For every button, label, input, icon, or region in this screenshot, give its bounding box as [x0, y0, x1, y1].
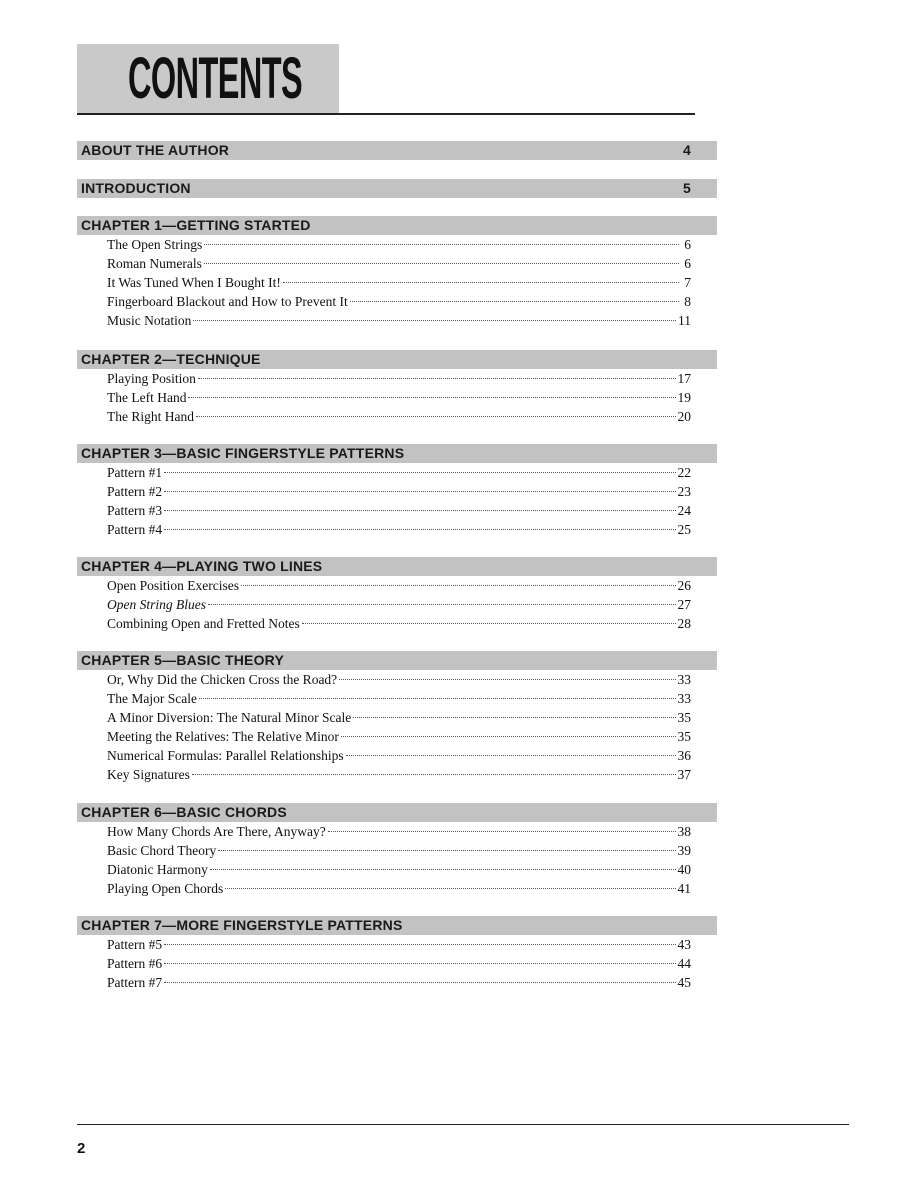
dot-leader [164, 510, 675, 511]
title-divider [77, 113, 695, 115]
entry-title: Playing Position [107, 371, 196, 386]
page-title: CONTENTS [128, 46, 303, 111]
entry-page-number: 17 [677, 371, 691, 386]
toc-entry [107, 879, 691, 898]
entry-page-number: 39 [677, 843, 691, 858]
toc-entry [107, 860, 691, 879]
entry-title: Open String Blues [107, 597, 206, 612]
entry-list [107, 235, 691, 330]
entry-page-number: 35 [677, 710, 691, 725]
dot-leader [196, 416, 676, 417]
section-heading: CHAPTER 4—PLAYING TWO LINES [81, 558, 323, 574]
toc-section [77, 216, 717, 330]
entry-title: Pattern #1 [107, 465, 163, 480]
toc-entry [107, 576, 691, 595]
entry-page-number: 19 [677, 390, 691, 405]
section-heading-bar [77, 216, 717, 235]
toc-entry [107, 501, 691, 520]
entry-title: The Open Strings [107, 237, 203, 252]
entry-title: Pattern #3 [107, 503, 163, 518]
dot-leader [346, 755, 676, 756]
dot-leader [198, 378, 676, 379]
entry-page-number: 28 [677, 616, 691, 631]
toc-entry [107, 670, 691, 689]
entry-list [107, 935, 691, 992]
toc-entry [107, 407, 691, 426]
dot-leader [341, 736, 676, 737]
toc-entry [107, 954, 691, 973]
entry-title: Roman Numerals [107, 256, 202, 271]
entry-title: Pattern #7 [107, 975, 163, 990]
entry-title: Pattern #4 [107, 522, 163, 537]
entry-page-number: 35 [677, 729, 691, 744]
entry-page-number: 33 [677, 691, 691, 706]
entry-page-number: 40 [677, 862, 691, 877]
entry-page-number: 22 [677, 465, 691, 480]
toc-entry [107, 595, 691, 614]
toc-entry [107, 822, 691, 841]
entry-title: The Right Hand [107, 409, 194, 424]
entry-title: Combining Open and Fretted Notes [107, 616, 300, 631]
dot-leader [164, 491, 675, 492]
entry-page-number: 7 [684, 275, 691, 290]
entry-title: Key Signatures [107, 767, 190, 782]
entry-title: Meeting the Relatives: The Relative Minor [107, 729, 339, 744]
toc-entry [107, 235, 691, 254]
dot-leader [283, 282, 679, 283]
toc-entry [107, 746, 691, 765]
section-heading: CHAPTER 1—GETTING STARTED [81, 217, 311, 233]
entry-title: Open Position Exercises [107, 578, 239, 593]
page-number: 2 [77, 1140, 86, 1157]
entry-page-number: 24 [677, 503, 691, 518]
section-heading-bar [77, 803, 717, 822]
section-heading: CHAPTER 7—MORE FINGERSTYLE PATTERNS [81, 917, 403, 933]
toc-entry [107, 463, 691, 482]
entry-list [107, 369, 691, 426]
entry-page-number: 23 [677, 484, 691, 499]
dot-leader [204, 244, 679, 245]
section-heading: CHAPTER 5—BASIC THEORY [81, 652, 285, 668]
section-heading-bar [77, 916, 717, 935]
toc-entry [107, 482, 691, 501]
dot-leader [164, 472, 675, 473]
toc-entry [107, 369, 691, 388]
toc-entry [107, 520, 691, 539]
entry-page-number: 8 [684, 294, 691, 309]
entry-page-number: 36 [677, 748, 691, 763]
dot-leader [164, 963, 675, 964]
dot-leader [241, 585, 676, 586]
section-heading: ABOUT THE AUTHOR [81, 142, 230, 158]
footer-divider [77, 1124, 849, 1125]
toc-entry [107, 935, 691, 954]
section-heading-bar [77, 444, 717, 463]
toc-section [77, 141, 717, 160]
dot-leader [210, 869, 676, 870]
dot-leader [188, 397, 675, 398]
toc-entry [107, 614, 691, 633]
toc-entry [107, 727, 691, 746]
entry-title: Basic Chord Theory [107, 843, 217, 858]
section-heading-bar [77, 651, 717, 670]
dot-leader [225, 888, 675, 889]
entry-page-number: 38 [677, 824, 691, 839]
section-heading: CHAPTER 3—BASIC FINGERSTYLE PATTERNS [81, 445, 405, 461]
entry-page-number: 41 [677, 881, 691, 896]
entry-page-number: 26 [677, 578, 691, 593]
dot-leader [164, 529, 675, 530]
section-heading: CHAPTER 2—TECHNIQUE [81, 351, 261, 367]
dot-leader [302, 623, 676, 624]
entry-page-number: 11 [678, 313, 691, 328]
section-page-number: 4 [683, 142, 691, 158]
entry-title: Music Notation [107, 313, 192, 328]
entry-page-number: 45 [677, 975, 691, 990]
entry-page-number: 6 [684, 237, 691, 252]
entry-title: Or, Why Did the Chicken Cross the Road? [107, 672, 338, 687]
toc-entry [107, 254, 691, 273]
dot-leader [350, 301, 679, 302]
entry-page-number: 27 [677, 597, 691, 612]
entry-title: Fingerboard Blackout and How to Prevent It [107, 294, 348, 309]
dot-leader [208, 604, 676, 605]
toc-entry [107, 689, 691, 708]
toc-entry [107, 388, 691, 407]
toc-entry [107, 973, 691, 992]
entry-page-number: 6 [684, 256, 691, 271]
toc-section [77, 803, 717, 898]
entry-title: The Major Scale [107, 691, 197, 706]
toc-section [77, 557, 717, 633]
dot-leader [164, 982, 675, 983]
section-heading-bar [77, 179, 717, 198]
entry-title: How Many Chords Are There, Anyway? [107, 824, 326, 839]
entry-list [107, 463, 691, 539]
dot-leader [193, 320, 676, 321]
toc-section [77, 444, 717, 539]
dot-leader [192, 774, 676, 775]
entry-list [107, 822, 691, 898]
entry-title: Numerical Formulas: Parallel Relationships [107, 748, 344, 763]
section-heading-bar [77, 141, 717, 160]
dot-leader [328, 831, 676, 832]
dot-leader [218, 850, 675, 851]
entry-page-number: 20 [677, 409, 691, 424]
section-page-number: 5 [683, 180, 691, 196]
entry-title: Pattern #2 [107, 484, 163, 499]
entry-page-number: 43 [677, 937, 691, 952]
dot-leader [164, 944, 675, 945]
entry-page-number: 44 [677, 956, 691, 971]
toc-entry [107, 273, 691, 292]
section-heading: INTRODUCTION [81, 180, 191, 196]
toc-section [77, 179, 717, 198]
entry-page-number: 33 [677, 672, 691, 687]
entry-title: Pattern #5 [107, 937, 163, 952]
toc-entry [107, 292, 691, 311]
entry-title: Pattern #6 [107, 956, 163, 971]
entry-title: Diatonic Harmony [107, 862, 208, 877]
entry-page-number: 25 [677, 522, 691, 537]
entry-list [107, 670, 691, 784]
toc-entry [107, 311, 691, 330]
entry-title: A Minor Diversion: The Natural Minor Scale [107, 710, 352, 725]
section-heading-bar [77, 557, 717, 576]
entry-list [107, 576, 691, 633]
toc-entry [107, 708, 691, 727]
toc-entry [107, 765, 691, 784]
toc-section [77, 350, 717, 426]
dot-leader [339, 679, 675, 680]
entry-title: It Was Tuned When I Bought It! [107, 275, 281, 290]
dot-leader [353, 717, 675, 718]
entry-page-number: 37 [677, 767, 691, 782]
section-heading: CHAPTER 6—BASIC CHORDS [81, 804, 287, 820]
section-heading-bar [77, 350, 717, 369]
dot-leader [204, 263, 679, 264]
dot-leader [199, 698, 676, 699]
toc-entry [107, 841, 691, 860]
toc-section [77, 651, 717, 784]
toc-section [77, 916, 717, 992]
entry-title: The Left Hand [107, 390, 187, 405]
entry-title: Playing Open Chords [107, 881, 224, 896]
